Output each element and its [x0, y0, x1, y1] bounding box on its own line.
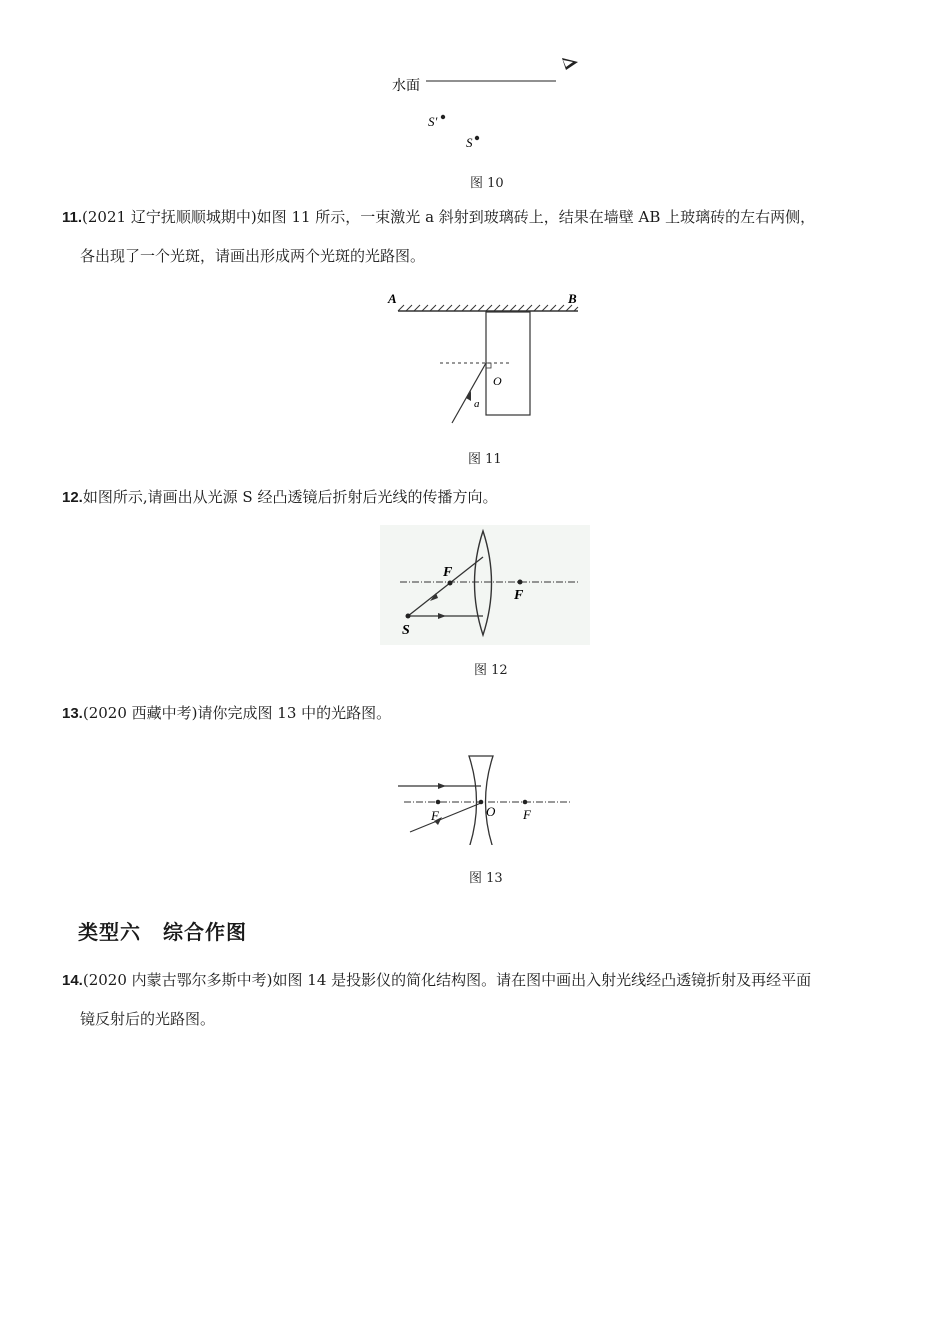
figure-13-caption: 图 13 [469, 871, 503, 886]
image-point-dot [441, 115, 445, 119]
question-13 [62, 694, 892, 733]
optical-center-label: O [486, 804, 496, 819]
question-11-number: 11. [62, 209, 83, 226]
section-heading [78, 916, 269, 945]
optical-center-dot [479, 800, 484, 805]
figure-10-diagram [380, 40, 600, 165]
light-source-label: S [402, 623, 410, 638]
figure-11-diagram [380, 285, 590, 430]
left-focus-label: F [443, 565, 453, 580]
question-14 [62, 961, 892, 1038]
left-focus-label: F [431, 808, 439, 823]
question-12-text: 如图所示,请画出从光源 S 经凸透镜后折射后光线的传播方向。 [82, 488, 498, 506]
wall-hatching [398, 305, 578, 311]
question-11-line1: (2021 辽宁抚顺顺城期中)如图 11 所示，一束激光 a 斜射到玻璃砖上，结果在墙壁 AB 上玻璃砖的左右两侧， [82, 208, 816, 226]
laser-ray-a [452, 363, 486, 423]
question-12 [62, 478, 892, 517]
figure-11-caption: 图 11 [468, 452, 502, 467]
light-source-dot [406, 614, 411, 619]
point-o-label: O [493, 374, 502, 388]
figure-10-caption: 图 10 [470, 176, 504, 191]
wall-end-a-label: A [388, 291, 397, 306]
image-point-label: S′ [428, 114, 438, 129]
question-14-line1: (2020 内蒙古鄂尔多斯中考)如图 14 是投影仪的简化结构图。请在图中画出入射光线经凸透镜折射及再经平面 [82, 971, 812, 989]
wall-end-b-label: B [568, 291, 577, 306]
figure-12-caption: 图 12 [474, 663, 508, 678]
left-focus-dot [448, 581, 453, 586]
figure-13-diagram [390, 750, 580, 845]
question-11-line2: 各出现了一个光斑，请画出形成两个光斑的光路图。 [80, 247, 426, 265]
ray-a-label: a [474, 398, 480, 410]
source-point-dot [475, 136, 479, 140]
question-14-line2: 镜反射后的光路图。 [80, 1010, 216, 1028]
section-type: 类型六 [78, 920, 141, 944]
right-angle-mark [486, 363, 491, 368]
section-title: 综合作图 [163, 920, 247, 944]
water-surface-label: 水面 [392, 79, 420, 94]
ray-arrow-icon [438, 783, 446, 789]
right-focus-label: F [514, 588, 524, 603]
question-14-number: 14. [62, 972, 83, 989]
right-focus-dot [518, 580, 523, 585]
question-13-text: (2020 西藏中考)请你完成图 13 中的光路图。 [82, 704, 392, 722]
incident-ray-oblique [410, 803, 481, 832]
figure-12-diagram [380, 525, 590, 645]
left-focus-dot [436, 800, 441, 805]
right-focus-label: F [523, 807, 531, 822]
question-11 [62, 198, 892, 275]
question-12-number: 12. [62, 489, 83, 506]
question-13-number: 13. [62, 705, 83, 722]
right-focus-dot [523, 800, 528, 805]
eye-icon [562, 58, 578, 70]
source-point-label: S [466, 135, 473, 150]
